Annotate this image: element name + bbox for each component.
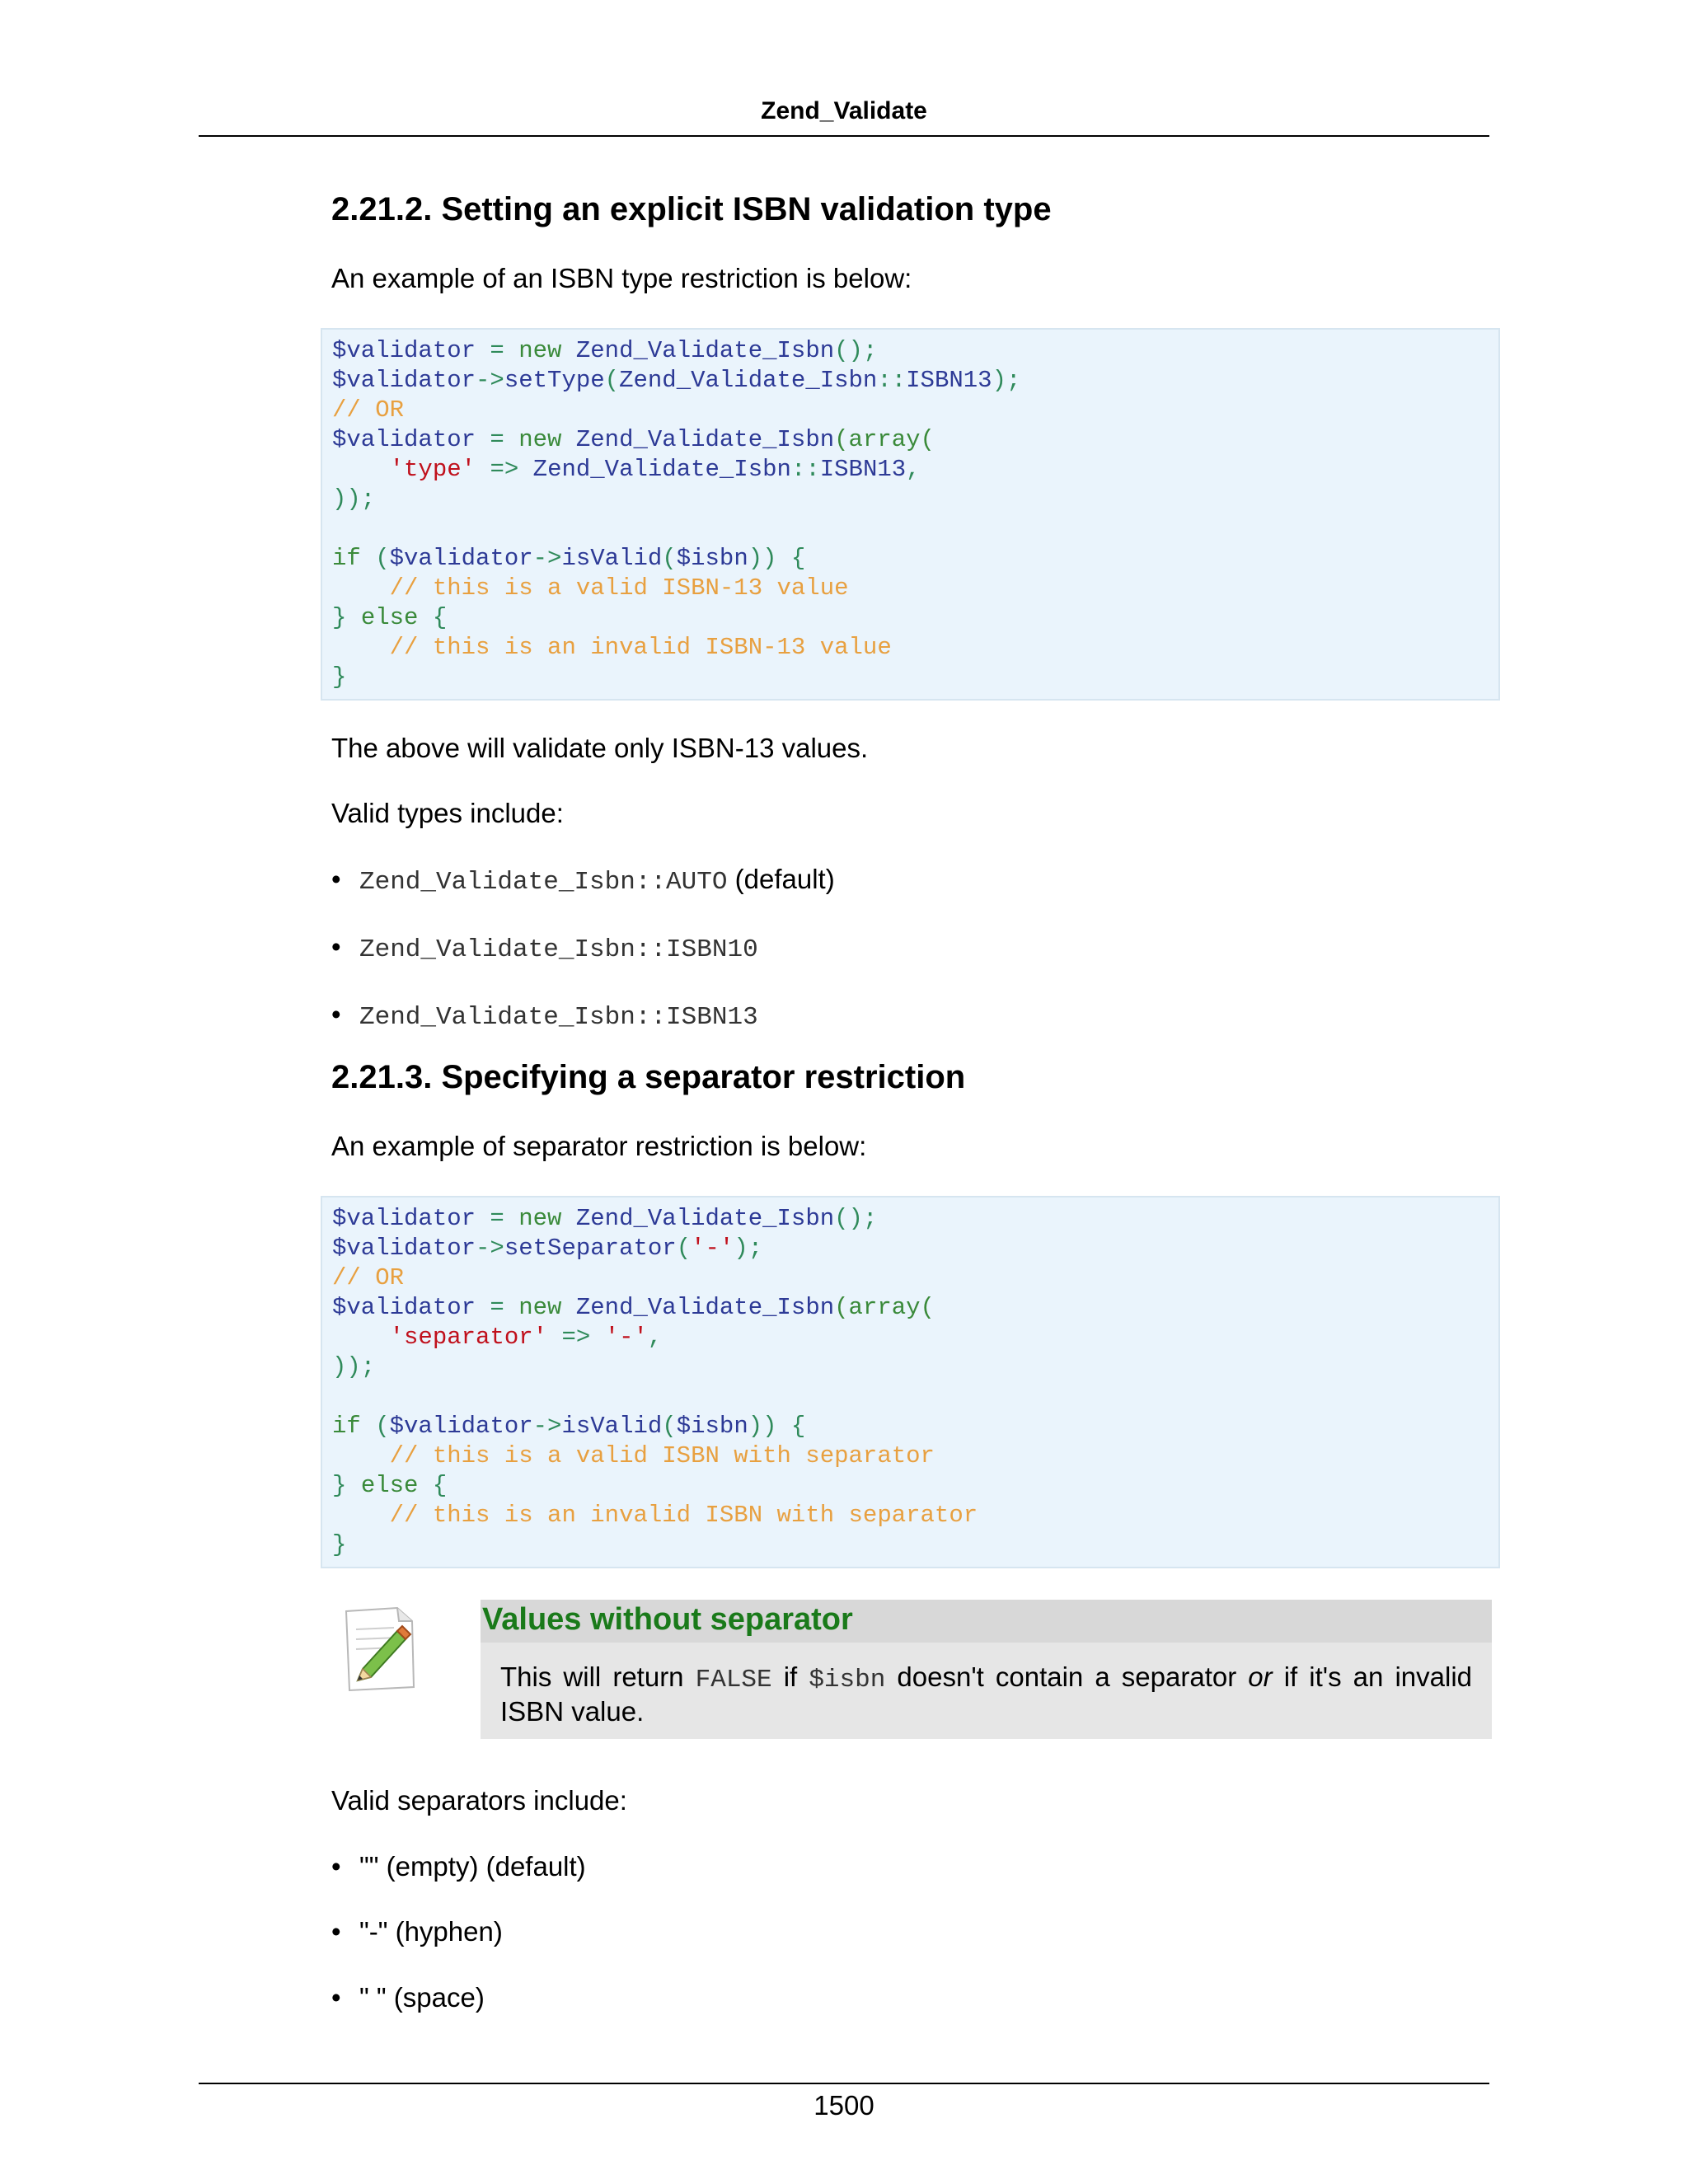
code-token: (); (834, 1204, 878, 1232)
code-token: 'type' (389, 455, 476, 483)
code-token: if (332, 1412, 376, 1440)
code-token: )); (332, 485, 376, 513)
note-code-false: FALSE (695, 1665, 772, 1694)
code-token: '-' (691, 1234, 734, 1262)
code-token: )) { (748, 1412, 806, 1440)
code-token: Zend_Validate_Isbn (575, 336, 835, 364)
code-line (332, 1412, 1489, 1441)
code-token: isValid (561, 544, 663, 572)
list-item (331, 863, 1500, 898)
code-token: // this is a valid ISBN-13 value (389, 574, 849, 602)
type-code: Zend_Validate_Isbn::ISBN13 (359, 1003, 758, 1033)
bullet-icon: • (331, 1850, 341, 1882)
code-line (332, 425, 1489, 455)
validation-note: The above will validate only ISBN-13 values. (331, 732, 869, 763)
page-content (331, 190, 1500, 2046)
code-line (332, 574, 1489, 603)
code-token: $validator (332, 1293, 476, 1321)
code-token: ISBN13 (906, 366, 992, 394)
note-text: This will return (500, 1661, 696, 1692)
code-token: (array( (834, 425, 935, 453)
code-token: Zend_Validate_Isbn (575, 1293, 835, 1321)
code-token: '-' (604, 1323, 648, 1351)
types-list (331, 863, 1500, 1033)
code-token (332, 634, 390, 661)
code-token: $validator (332, 1234, 476, 1262)
code-token: $validator (332, 336, 476, 364)
section-intro: An example of separator restriction is below: (331, 1131, 867, 1162)
code-line (332, 1530, 1489, 1560)
code-token: )) { (748, 544, 806, 572)
code-token: // this is an invalid ISBN-13 value (389, 633, 892, 661)
separator-text: "-" (hyphen) (359, 1916, 503, 1947)
code-line (332, 396, 1489, 425)
code-token: Zend_Validate_Isbn (532, 455, 791, 483)
page-number: 1500 (814, 2090, 874, 2121)
section-heading-isbn-type: 2.21.2. Setting an explicit ISBN validation type (331, 191, 1052, 227)
code-token: { (418, 603, 448, 631)
note-body (481, 1643, 1492, 1740)
code-line (332, 1352, 1489, 1382)
code-token: ( (676, 1234, 692, 1262)
code-token (332, 1324, 390, 1351)
code-token: else (360, 603, 419, 631)
note-title: Values without separator (481, 1600, 1492, 1643)
code-line (332, 1501, 1489, 1530)
code-token: // this is an invalid ISBN with separator (389, 1501, 978, 1529)
separator-text: "" (empty) (default) (359, 1850, 586, 1882)
type-code: Zend_Validate_Isbn::AUTO (359, 867, 728, 897)
code-token: else (360, 1471, 419, 1499)
code-token: // OR (332, 1263, 405, 1291)
code-line (332, 544, 1489, 574)
separators-label: Valid separators include: (331, 1784, 627, 1816)
note-text: doesn't contain a separator (885, 1661, 1249, 1692)
code-block-isbn-type (321, 328, 1500, 701)
code-token: = (476, 425, 519, 453)
code-token (332, 574, 390, 602)
code-line (332, 1204, 1489, 1234)
code-token: 'separator' (389, 1323, 548, 1351)
bullet-icon: • (331, 1916, 341, 1947)
note-text: if it's an invalid ISBN value. (500, 1661, 1473, 1727)
code-token: )); (332, 1352, 376, 1380)
note-code-isbn: $isbn (809, 1665, 886, 1694)
header-rule (199, 135, 1489, 137)
code-line (332, 1263, 1489, 1293)
code-token: ( (375, 1412, 390, 1440)
code-token: ( (375, 544, 390, 572)
code-token: ); (992, 366, 1021, 394)
code-line (332, 1323, 1489, 1352)
bullet-icon: • (331, 863, 341, 894)
code-token: -> (532, 1412, 562, 1440)
code-line (332, 633, 1489, 663)
code-token: $validator (389, 544, 533, 572)
note-box (481, 1600, 1492, 1739)
code-token: ( (604, 366, 620, 394)
note-callout (331, 1600, 1500, 1751)
code-token: isValid (561, 1412, 663, 1440)
separator-text: " " (space) (359, 1981, 485, 2013)
code-token: $isbn (676, 544, 748, 572)
code-line (332, 485, 1489, 514)
code-line (332, 1441, 1489, 1471)
code-token: Zend_Validate_Isbn (619, 366, 878, 394)
code-token: ( (662, 1412, 677, 1440)
code-token: :: (790, 455, 820, 483)
code-token: new (518, 1293, 576, 1321)
code-line (332, 1471, 1489, 1501)
code-token: if (332, 544, 376, 572)
code-line (332, 1382, 1489, 1412)
code-token: => (547, 1323, 605, 1351)
section-heading-separator: 2.21.3. Specifying a separator restriction (331, 1059, 966, 1096)
code-token: (); (834, 336, 878, 364)
list-item (331, 1915, 1500, 1948)
code-token: => (476, 455, 533, 483)
code-line (332, 455, 1489, 485)
code-line (332, 336, 1489, 366)
code-token: } (332, 1530, 347, 1558)
code-token: } (332, 1471, 361, 1499)
code-token: -> (476, 366, 504, 394)
type-code: Zend_Validate_Isbn::ISBN10 (359, 935, 758, 964)
code-token: -> (476, 1234, 504, 1262)
code-line (332, 514, 1489, 544)
code-token: = (476, 1204, 519, 1232)
code-token: , (647, 1323, 663, 1351)
code-token: = (476, 1293, 519, 1321)
code-line (332, 663, 1489, 692)
code-token: :: (877, 366, 907, 394)
code-token: setType (504, 366, 605, 394)
code-block-separator (321, 1196, 1500, 1568)
code-token: $validator (332, 366, 476, 394)
code-token (332, 1502, 390, 1529)
code-token: ISBN13 (819, 455, 907, 483)
code-token: } (332, 663, 347, 691)
bullet-icon: • (331, 930, 341, 962)
code-token: new (518, 336, 576, 364)
code-token: (array( (834, 1293, 935, 1321)
list-item (331, 998, 1500, 1033)
footer-rule (199, 2083, 1489, 2084)
type-suffix: (default) (727, 863, 835, 894)
list-item (331, 930, 1500, 965)
code-token: Zend_Validate_Isbn (575, 1204, 835, 1232)
code-token: setSeparator (504, 1234, 677, 1262)
code-token (332, 456, 390, 483)
section-intro: An example of an ISBN type restriction is below: (331, 263, 912, 293)
code-token: $validator (332, 425, 476, 453)
code-token: // OR (332, 396, 405, 424)
note-pencil-icon (340, 1605, 419, 1695)
bullet-icon: • (331, 1981, 341, 2013)
code-token: $isbn (676, 1412, 748, 1440)
code-token (332, 1442, 390, 1469)
separators-list (331, 1850, 1500, 2014)
code-token: ); (734, 1234, 763, 1262)
code-line (332, 366, 1489, 396)
code-token: new (518, 1204, 576, 1232)
code-line (332, 603, 1489, 633)
code-line (332, 1234, 1489, 1263)
code-line (332, 1293, 1489, 1323)
code-token: $validator (332, 1204, 476, 1232)
code-token: // this is a valid ISBN with separator (389, 1441, 935, 1469)
code-token: = (476, 336, 519, 364)
code-token: , (906, 455, 921, 483)
bullet-icon: • (331, 999, 341, 1030)
code-token: -> (532, 544, 562, 572)
running-header: Zend_Validate (761, 97, 927, 124)
code-token: } (332, 603, 361, 631)
list-item (331, 1981, 1500, 2014)
code-token: Zend_Validate_Isbn (575, 425, 835, 453)
list-item (331, 1850, 1500, 1883)
note-emphasis: or (1248, 1661, 1273, 1692)
code-token: $validator (389, 1412, 533, 1440)
types-label: Valid types include: (331, 798, 564, 829)
note-text: if (771, 1661, 809, 1692)
code-token: ( (662, 544, 677, 572)
code-token: { (418, 1471, 448, 1499)
code-token: new (518, 425, 576, 453)
